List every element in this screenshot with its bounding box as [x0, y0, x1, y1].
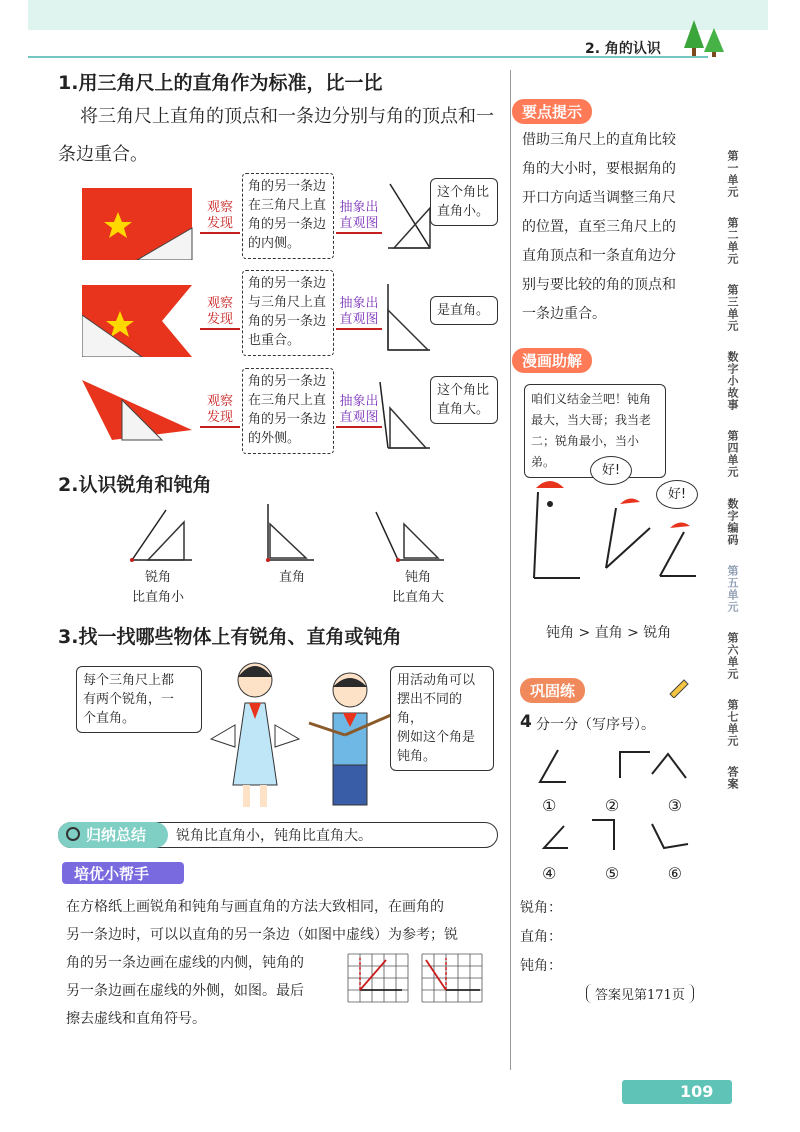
tips-label: 要点提示	[512, 99, 592, 124]
angle-characters-illustration	[520, 468, 700, 586]
obtuse-angle-figure	[368, 506, 446, 566]
acute-angle-figure	[118, 506, 196, 566]
unit-tab-story[interactable]: 数字小故事	[726, 351, 739, 412]
summary-text: 锐角比直角小，钝角比直角大。	[176, 828, 372, 844]
summary-label: 归纳总结	[86, 826, 147, 844]
page-number: 109	[680, 1082, 714, 1101]
obtuse-caption: 钝角 比直角大	[391, 570, 444, 605]
unit-tab-code[interactable]: 数字编码	[726, 497, 739, 546]
unit-tab-6[interactable]: 第六单元	[726, 631, 739, 680]
arrow-3b	[336, 426, 382, 428]
abstract-tag-2: 抽象出 直观图	[339, 296, 379, 327]
finding-box-1: 角的另一条边 在三角尺上直 角的另一条边 的内侧。	[242, 173, 334, 259]
page-number-bg	[622, 1080, 732, 1104]
arrow-3a	[200, 426, 240, 428]
arrow-2a	[200, 328, 240, 330]
arrow-2b	[336, 328, 382, 330]
acute-caption: 锐角 比直角小	[131, 570, 184, 605]
flag-figure-1	[82, 188, 202, 260]
comic-label: 漫画助解	[512, 348, 592, 373]
observe-tag-2: 观察 发现	[206, 296, 233, 327]
observe-tag-3: 观察 发现	[206, 394, 233, 425]
comic-caption: 钝角 > 直角 > 锐角	[546, 625, 672, 641]
tips-text: 借助三角尺上的直角比较 角的大小时，要根据角的 开口方向适当调整三角尺 的位置，直至三角尺上的 直角顶点和一条直角边分 别与要比较的角的顶点和 一条边重合。	[522, 132, 676, 322]
section2-title: 2.认识锐角和钝角	[58, 474, 212, 496]
comic-bubble: 咱们义结金兰吧！钝角 最大，当大哥；我当老 二；锐角最小，当小弟。	[524, 384, 666, 478]
arrow-1b	[336, 232, 382, 234]
helper-text: 在方格纸上画锐角和钝角与画直角的方法大致相同，在画角的 另一条边时，可以以直角的另一条边（如图中虚线）为参考；锐 角的另一条边画在虚线的内侧，钝角的 另一条边画在虚线的外侧，如图。最后 擦去虚线和直角符号。	[66, 899, 458, 1027]
exercise-number: 4	[520, 712, 532, 732]
angle-diagram-3	[378, 378, 432, 454]
angle-diagram-1	[384, 178, 434, 258]
girl-speech-bubble: 每个三角尺上都 有两个锐角，一 个直角。	[76, 666, 202, 733]
unit-tabs	[724, 150, 740, 790]
angle-diagram-2	[384, 280, 434, 356]
arrow-1a	[200, 232, 240, 234]
comic-bubble-ok-2: 好!	[656, 480, 698, 509]
flag-figure-3	[82, 380, 202, 452]
tree-icon	[682, 18, 732, 58]
unit-tab-3[interactable]: 第三单元	[726, 284, 739, 333]
helper-label: 培优小帮手	[74, 865, 150, 883]
boy-speech-bubble: 用活动角可以 摆出不同的角， 例如这个角是 钝角。	[390, 666, 494, 771]
abstract-tag-1: 抽象出 直观图	[339, 200, 379, 231]
unit-tab-4[interactable]: 第四单元	[726, 430, 739, 479]
column-divider	[510, 70, 511, 1070]
flag-figure-2	[82, 285, 202, 357]
right-caption: 直角	[278, 570, 305, 585]
grid-acute-diagram	[346, 952, 410, 1004]
comic-bubble-ok-1: 好!	[590, 456, 632, 485]
unit-tab-7[interactable]: 第七单元	[726, 698, 739, 747]
section1-intro: 将三角尺上直角的顶点和一条边分别与角的顶点和一条边重合。	[58, 106, 494, 165]
section1-title: 1.用三角尺上的直角作为标准，比一比	[58, 72, 383, 94]
finding-box-3: 角的另一条边 在三角尺上直 角的另一条边 的外侧。	[242, 368, 334, 454]
exercise-text: 分一分（写序号）。	[536, 717, 655, 733]
boy-illustration	[305, 665, 395, 815]
top-band	[28, 0, 768, 30]
right-angle-figure	[248, 500, 318, 566]
section3-title: 3.找一找哪些物体上有锐角、直角或钝角	[58, 626, 402, 648]
girl-illustration	[205, 655, 305, 810]
answer-reference: 答案见第171页	[586, 984, 694, 1003]
unit-tab-2[interactable]: 第二单元	[726, 217, 739, 266]
target-icon	[66, 827, 80, 841]
pencil-icon	[666, 678, 690, 698]
abstract-tag-3: 抽象出 直观图	[339, 394, 379, 425]
finding-box-2: 角的另一条边 与三角尺上直 角的另一条边 也重合。	[242, 270, 334, 356]
answer-lines: 锐角： 直角： 钝角：	[520, 900, 562, 974]
chapter-title: 2. 角的认识	[585, 41, 661, 57]
unit-tab-5[interactable]: 第五单元	[726, 564, 739, 613]
observe-tag-1: 观察 发现	[206, 200, 233, 231]
practice-label: 巩固练	[520, 678, 585, 703]
result-bubble-1: 这个角比 直角小。	[430, 178, 498, 226]
numbers-row-1: ① ② ③	[542, 796, 682, 815]
grid-obtuse-diagram	[420, 952, 484, 1004]
result-bubble-3: 这个角比 直角大。	[430, 376, 498, 424]
unit-tab-answers[interactable]: 答案	[726, 765, 739, 790]
numbers-row-2: ④ ⑤ ⑥	[542, 864, 682, 883]
unit-tab-1[interactable]: 第一单元	[726, 150, 739, 198]
result-bubble-2: 是直角。	[430, 296, 498, 325]
